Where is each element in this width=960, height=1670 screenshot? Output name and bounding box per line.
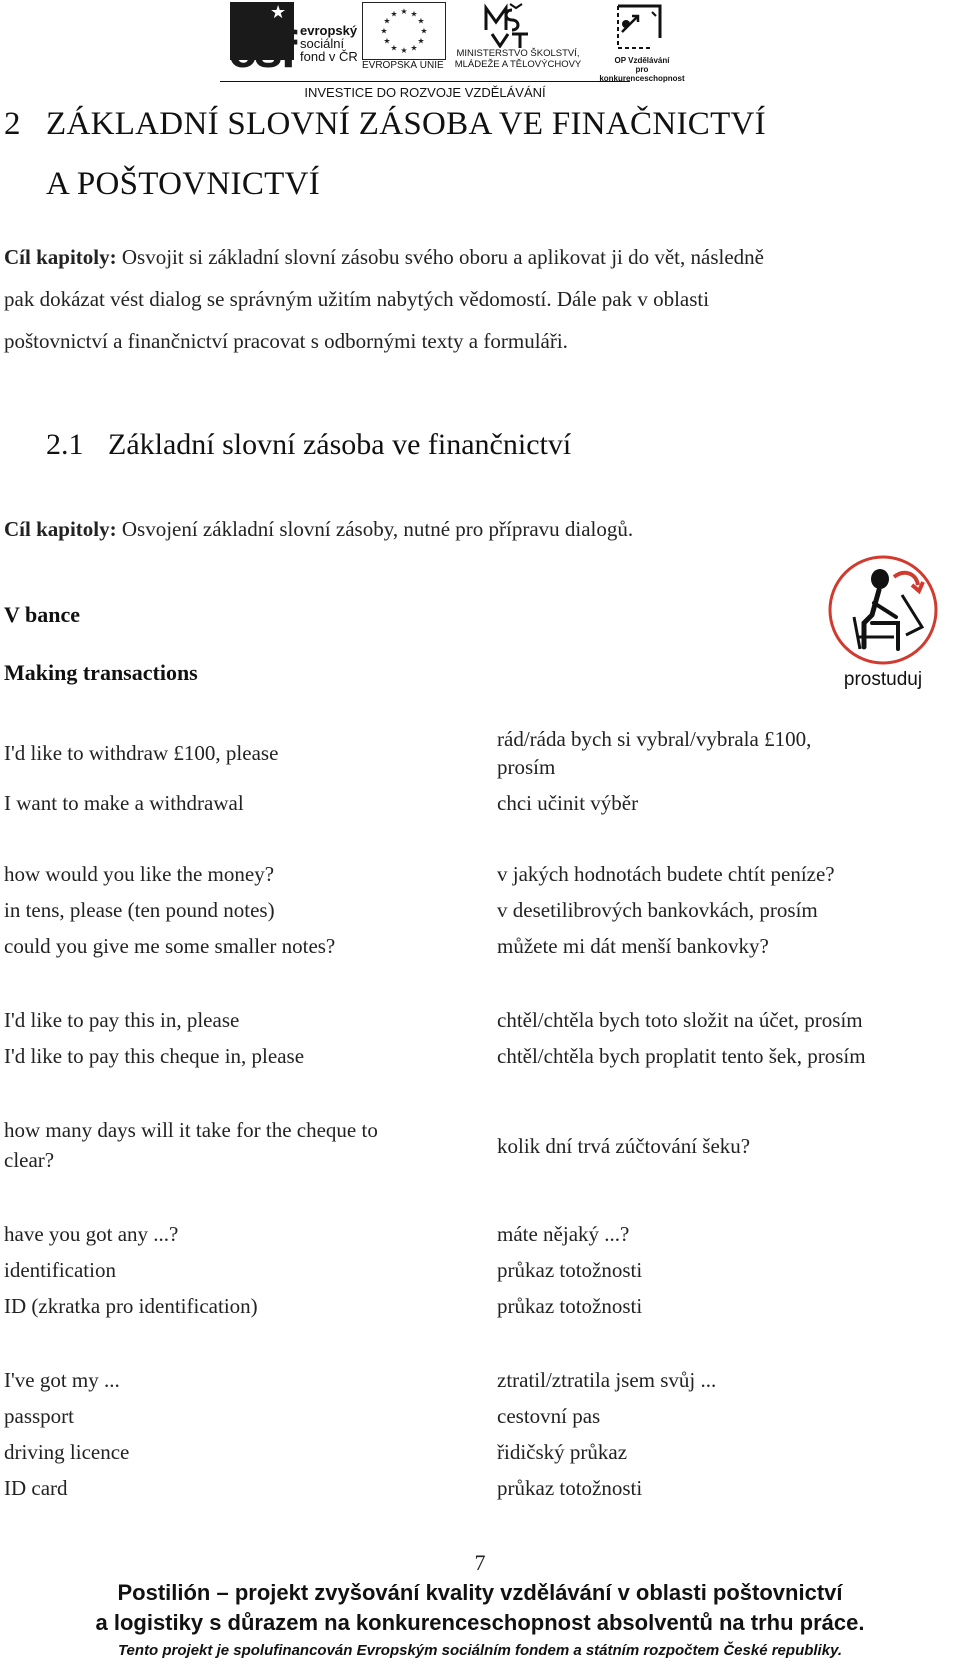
vocab-cz: v desetilibrových bankovkách, prosím	[497, 898, 818, 922]
esf-logo-text: evropský sociální fond v ČR	[300, 23, 358, 64]
section-goal-label: Cíl kapitoly:	[4, 517, 117, 541]
svg-text:★: ★	[417, 36, 425, 46]
section-goal: Cíl kapitoly: Osvojení základní slovní zásoby, nutné pro přípravu dialogů.	[4, 517, 634, 541]
op-text: OP Vzdělávání pro konkurenceschopnost	[599, 56, 685, 83]
vocab-en: I want to make a withdrawal	[4, 791, 244, 815]
vocab-en: clear?	[4, 1148, 55, 1172]
vocab-cz: řidičský průkaz	[497, 1440, 628, 1464]
esf-logo-letters: esf	[228, 21, 295, 79]
vocab-cz: rád/ráda bych si vybral/vybrala £100,	[497, 727, 812, 751]
subtopic-heading: Making transactions	[4, 660, 198, 685]
vocab-en: I'd like to pay this in, please	[4, 1008, 240, 1032]
vocab-cz: prosím	[497, 755, 556, 779]
vocab-en: driving licence	[4, 1440, 130, 1464]
vocab-cz: chtěl/chtěla bych proplatit tento šek, prosím	[497, 1044, 866, 1068]
logo-bar: ★ esf evropský sociální fond v ČR ★ ★ ★ ★ ★ ★ ★ ★ ★ ★ ★ ★ EVROPSKÁ UNIE MINISTERSTVO ŠKOLSTVÍ, MLÁDEŽE A TĚLOVÝCHOVY OP Vzdělávání pro konkurenceschopnost INVESTICE DO ROZVOJE VZDĚLÁVÁNÍ	[220, 0, 740, 100]
vocab-cz: průkaz totožnosti	[497, 1476, 643, 1500]
vocab-en: I'd like to pay this cheque in, please	[4, 1044, 305, 1068]
vocab-cz: kolik dní trvá zúčtování šeku?	[497, 1134, 751, 1158]
svg-text:★: ★	[417, 16, 425, 26]
vocab-en: ID (zkratka pro identification)	[4, 1294, 258, 1318]
svg-text:★: ★	[390, 9, 398, 19]
svg-text:★: ★	[400, 46, 408, 55]
svg-text:★: ★	[400, 7, 408, 16]
vocab-en: how would you like the money?	[4, 862, 275, 886]
svg-text:★: ★	[410, 9, 418, 19]
vocab-cz: chtěl/chtěla bych toto složit na účet, prosím	[497, 1008, 863, 1032]
msmt-logo-icon	[482, 2, 532, 48]
vocab-cz: průkaz totožnosti	[497, 1258, 643, 1282]
section-title: Základní slovní zásoba ve finančnictví	[108, 428, 572, 461]
footer-line2: a logistiky s důrazem na konkurenceschopnost absolventů na trhu práce.	[95, 1610, 865, 1635]
svg-text:★: ★	[383, 16, 391, 26]
vocab-en: I'd like to withdraw £100, please	[4, 741, 279, 765]
invest-text: INVESTICE DO ROZVOJE VZDĚLÁVÁNÍ	[220, 81, 630, 100]
svg-text:★: ★	[380, 26, 388, 36]
vocab-en: how many days will it take for the cheque to	[4, 1118, 378, 1142]
vocab-en: could you give me some smaller notes?	[4, 934, 336, 958]
op-logo-icon	[612, 2, 666, 56]
eu-label: EVROPSKÁ UNIE	[362, 60, 444, 71]
svg-text:★: ★	[390, 43, 398, 53]
study-label: prostuduj	[843, 669, 923, 689]
eu-flag-icon	[362, 2, 446, 60]
chapter-number: 2	[4, 106, 21, 142]
chapter-title-line1: ZÁKLADNÍ SLOVNÍ ZÁSOBA VE FINAČNICTVÍ	[46, 106, 766, 142]
chapter-goal-paragraph: Cíl kapitoly: Osvojit si základní slovní zásobu svého oboru a aplikovat ji do vět, následně pak dokázat vést dialog se správným užitím nabytých vědomostí. Dále pak v oblasti poštovnictví a finančnictví pracovat s odbornými texty a formuláři.	[4, 245, 764, 353]
svg-text:★: ★	[383, 36, 391, 46]
page-number: 7	[474, 1550, 486, 1575]
vocab-en: identification	[4, 1258, 116, 1282]
vocab-cz: v jakých hodnotách budete chtít peníze?	[497, 862, 835, 886]
vocab-cz: máte nějaký ...?	[497, 1222, 630, 1246]
vocab-cz: cestovní pas	[497, 1404, 601, 1428]
footer-line3: Tento projekt je spolufinancován Evropským sociálním fondem a státním rozpočtem České republiky.	[117, 1642, 843, 1659]
msmt-text: MINISTERSTVO ŠKOLSTVÍ, MLÁDEŽE A TĚLOVÝCHOVY	[454, 48, 582, 70]
footer-line1: Postilión – projekt zvyšování kvality vzdělávání v oblasti poštovnictví	[117, 1580, 843, 1605]
chapter-title-line2: A POŠTOVNICTVÍ	[46, 166, 321, 202]
vocab-en: in tens, please (ten pound notes)	[4, 898, 275, 922]
section-number: 2.1	[46, 428, 84, 461]
vocab-en: passport	[4, 1404, 74, 1428]
svg-text:★: ★	[420, 26, 428, 36]
topic-heading: V bance	[4, 602, 80, 627]
vocab-en: ID card	[4, 1476, 68, 1500]
vocab-cz: můžete mi dát menší bankovky?	[497, 934, 769, 958]
vocab-en: I've got my ...	[4, 1368, 120, 1392]
person-studying-icon	[824, 555, 942, 689]
vocab-en: have you got any ...?	[4, 1222, 179, 1246]
vocab-cz: ztratil/ztratila jsem svůj ...	[497, 1368, 717, 1392]
vocab-cz: průkaz totožnosti	[497, 1294, 643, 1318]
svg-text:★: ★	[410, 43, 418, 53]
chapter-goal-label: Cíl kapitoly:	[4, 245, 117, 269]
vocab-cz: chci učinit výběr	[497, 791, 639, 815]
